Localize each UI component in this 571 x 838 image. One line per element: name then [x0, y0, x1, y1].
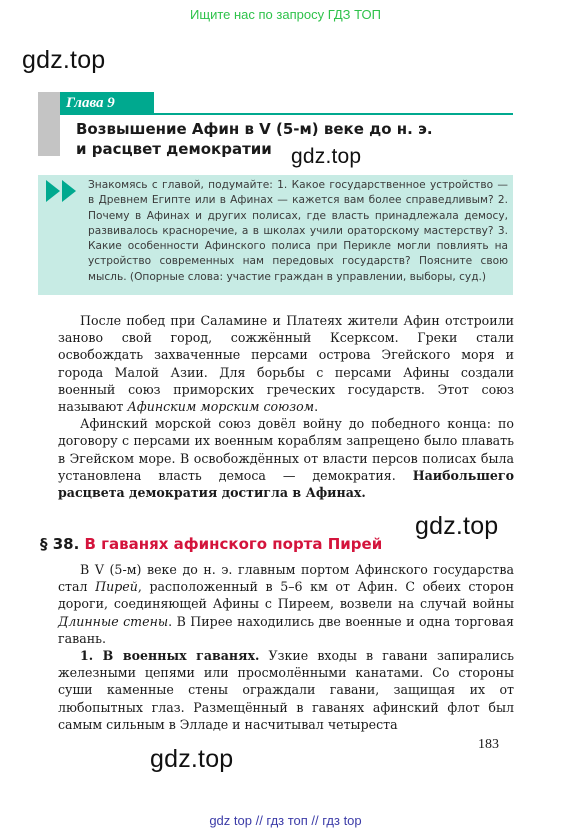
section-number: § 38.: [40, 535, 80, 553]
term: Афинским морским союзом: [127, 399, 315, 415]
bottom-banner[interactable]: gdz top // гдз топ // гдз top: [209, 813, 362, 828]
term: Длинные стены: [58, 613, 169, 629]
section-text: [58, 561, 514, 733]
chapter-side-bar: [38, 92, 60, 156]
top-banner[interactable]: Ищите нас по запросу ГДЗ ТОП: [190, 7, 381, 22]
chapter-divider: [60, 113, 513, 115]
paragraph: Афинский морской союз довёл войну до победного конца: по договору с персами их военным кораблям запрещено было плавать в Эгейском море. В освобождённых от власти персов полисах была установлена власть демоса — демократия. Наибольшего расцвета демократия достигла в Афинах.: [58, 416, 514, 501]
paragraph: В V (5-м) веке до н. э. главным портом Афинского государства стал Пирей, расположенный в 5–6 км от Афин. С обеих сторон дороги, соединяющей Афины с Пиреем, возвели на случай войны Длинные стены. В Пирее находились две военные и одна торговая гавань.: [58, 562, 514, 646]
watermark: gdz.top: [150, 745, 234, 773]
chapter-title-line1: Возвышение Афин в V (5-м) веке до н. э.: [76, 120, 433, 138]
chapter-title-line2: и расцвет демократии: [76, 140, 272, 158]
term: Пирей: [95, 579, 138, 595]
page-number: 183: [478, 737, 499, 752]
double-arrow-icon: [46, 180, 80, 202]
paragraph: После побед при Саламине и Платеях жители Афин отстроили заново свой город, сожжённый Ксерксом. Греки стали освобождать захваченные персами острова Эгейского моря и города Малой Азии. Для борьбы с персами Афины создали военный союз приморских греческих государств. Этот союз называют Афинским морским союзом.: [58, 313, 514, 415]
chapter-intro-text: [58, 312, 514, 501]
subsection-lead: 1. В военных гаванях.: [80, 648, 260, 664]
section-title: В гаванях афинского порта Пирей: [84, 535, 383, 553]
watermark: gdz.top: [291, 145, 362, 168]
chapter-label: Глава 9: [60, 92, 154, 114]
paragraph: 1. В военных гаванях. Узкие входы в гавани запирались железными цепями или просмолёнными канатами. Со стороны суши каменные стены ограждали гавани, защищая их от любопытных глаз. Размещённый в гаванях афинский флот был самым сильным в Элладе и насчитывал четыреста: [58, 648, 514, 732]
watermark: gdz.top: [415, 512, 499, 540]
intro-questions: Знакомясь с главой, подумайте: 1. Какое государственное устройство — в Древнем Египте или в Афинах — кажется вам более справедливым? 2. Почему в Афинах и других полисах, где власть принадлежала демосу, развивалось красноречие, а в школах учили ораторскому мастерству? 3. Какие особенности Афинского полиса при Перикле могли повлиять на устройство современных нам передовых государств? Поясните свою мысль. (Опорные слова: участие граждан в управлении, выборы, суд.): [88, 179, 508, 283]
key-statement: Наибольшего расцвета демократия достигла в Афинах.: [58, 467, 514, 501]
watermark: gdz.top: [22, 46, 106, 74]
